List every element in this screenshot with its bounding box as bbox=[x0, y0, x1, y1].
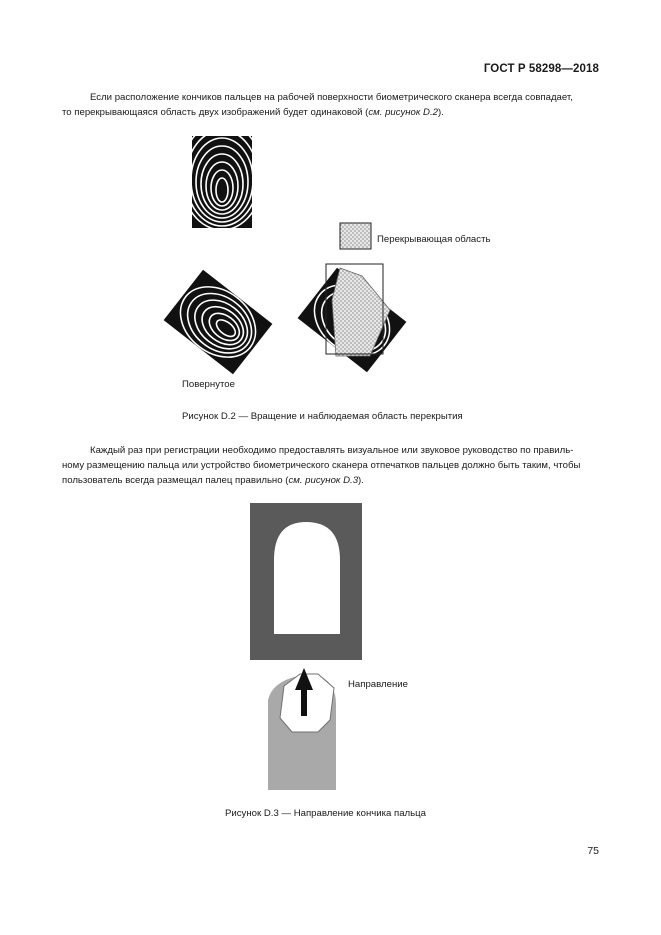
finger-placement-frame bbox=[250, 503, 362, 660]
figure-reference-d3: см. рисунок D.3 bbox=[288, 475, 359, 486]
paragraph-2-line-2: ному размещению пальца или устройство биометрического сканера отпечатков пальцев должно быть таким, чтобы bbox=[62, 460, 581, 471]
rotated-label: Повернутое bbox=[182, 379, 235, 390]
paragraph-2-line-1: Каждый раз при регистрации необходимо предоставлять визуальное или звуковое руководство по правиль- bbox=[90, 445, 574, 456]
page-number: 75 bbox=[587, 845, 599, 857]
paragraph-1-text: то перекрывающаяся область двух изображений будет одинаковой ( bbox=[62, 107, 369, 118]
overlap-legend-label: Перекрывающая область bbox=[377, 234, 491, 245]
paragraph-2-end: ). bbox=[358, 475, 364, 486]
document-header: ГОСТ Р 58298—2018 bbox=[483, 63, 599, 75]
direction-label: Направление bbox=[348, 679, 408, 690]
paragraph-1-end: ). bbox=[437, 107, 444, 118]
figure-d3-caption: Рисунок D.3 — Направление кончика пальца bbox=[225, 808, 426, 819]
paragraph-2-text: пользователь всегда размещал палец правильно ( bbox=[62, 475, 289, 486]
paragraph-1-line-1: Если расположение кончиков пальцев на рабочей поверхности биометрического сканера всегда совпадает, bbox=[90, 92, 573, 103]
figure-d2-caption: Рисунок D.2 — Вращение и наблюдаемая область перекрытия bbox=[182, 411, 463, 422]
figure-reference-d2: см. рисунок D.2 bbox=[368, 107, 438, 118]
